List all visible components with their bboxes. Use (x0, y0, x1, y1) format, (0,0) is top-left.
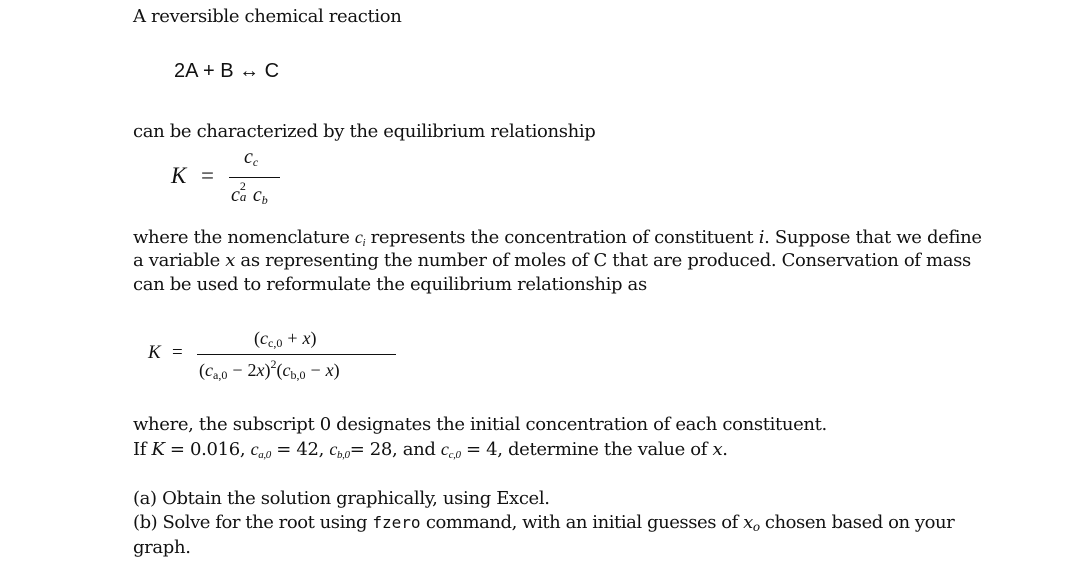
given-k: K (151, 439, 165, 460)
part-b-x-sub: o (752, 520, 760, 534)
where-line-1 (133, 225, 982, 250)
eq1-equals: = (201, 163, 214, 188)
eq2-fraction-bar (197, 354, 396, 355)
eq1-fraction-bar (229, 177, 280, 178)
given-k-val: = 0.016, (164, 439, 251, 460)
eq2-den-close2: ) (333, 360, 340, 380)
eq2-numerator (254, 328, 316, 349)
reaction-equation (174, 60, 279, 83)
eq1-k: K (171, 163, 187, 188)
reactant-a: A (185, 60, 198, 82)
where-l1-a: where the nomenclature (133, 227, 355, 248)
eq2-den-two: 2 (247, 360, 257, 380)
characterized-text: can be characterized by the equilibrium relationship (133, 121, 596, 142)
eq2-den-x1: x (256, 360, 265, 380)
where-line-2 (133, 249, 971, 273)
given-end: . (722, 439, 728, 460)
given-ca-val: = 42, (270, 439, 330, 460)
eq1-numerator (244, 146, 258, 169)
part-b-x: x (743, 512, 753, 533)
where-x: x (225, 250, 236, 271)
given-x: x (712, 439, 723, 460)
eq2-num-sub: c,0 (268, 336, 283, 350)
eq1-denominator (231, 179, 268, 207)
eq2-den-sub2: b,0 (290, 368, 306, 382)
fzero-command: fzero (372, 513, 421, 532)
intro-text: A reversible chemical reaction (133, 6, 402, 27)
part-a-text: (a) Obtain the solution graphically, using Excel. (133, 488, 550, 509)
where-l2-b: as representing the number of moles of C that are produced. Conservation of mass (235, 250, 971, 271)
given-cc-val: = 4, determine the value of (460, 439, 713, 460)
reactant-b: B (220, 60, 234, 82)
given-values (133, 437, 728, 462)
eq2-den-open1: ( (199, 360, 205, 380)
eq2-den-c1: c (205, 360, 213, 380)
eq2-den-x2: x (325, 360, 334, 380)
eq2-k: K (148, 342, 161, 363)
given-ca-sub: a,0 (258, 449, 271, 461)
eq1-den-var1: c (231, 184, 240, 206)
given-cb-sub: b,0 (336, 449, 350, 461)
given-cc: c (440, 439, 449, 459)
eq2-den-minus1: − (232, 360, 243, 380)
where-l2-a: a variable (133, 250, 226, 271)
subscript-text: where, the subscript 0 designates the initial concentration of each constituent. (133, 414, 827, 435)
given-cb-val: = 28, and (349, 439, 441, 460)
reversible-arrow: ↔ (239, 60, 260, 82)
reaction-coefficient: 2 (174, 60, 186, 82)
part-b-c: chosen based on your (759, 512, 955, 533)
eq2-den-sup: 2 (270, 357, 277, 371)
eq2-equals: = (172, 342, 183, 363)
given-cb: c (329, 439, 337, 459)
given-if: If (133, 439, 152, 460)
where-l1-c: . Suppose that we define (764, 227, 982, 248)
where-line-3: can be used to reformulate the equilibrium relationship as (133, 274, 647, 295)
eq2-num-close: ) (310, 328, 317, 348)
eq2-den-close1: ) (264, 360, 271, 380)
eq2-den-open2: ( (276, 360, 283, 380)
eq1-num-sub: c (252, 155, 259, 169)
given-cc-sub: c,0 (448, 449, 461, 461)
where-ci: c (354, 227, 363, 247)
part-b-line-1 (133, 511, 954, 535)
eq1-den-var2: c (252, 184, 262, 206)
eq1-num-var: c (244, 146, 253, 168)
where-l1-b: represents the concentration of constituent (365, 227, 759, 248)
part-b-b: command, with an initial guesses of (420, 512, 744, 533)
eq1-den-sub1: a (239, 189, 247, 204)
eq2-den-minus2: − (310, 360, 321, 380)
eq2-denominator (199, 357, 340, 382)
product-c: C (264, 60, 280, 82)
eq1-den-sup: 2 (239, 179, 246, 193)
eq2-num-open: ( (254, 328, 260, 348)
part-b-line-2: graph. (133, 537, 191, 558)
eq2-den-sub1: a,0 (213, 368, 228, 382)
plus-sign: + (202, 60, 215, 82)
where-ci-sub: i (362, 237, 366, 249)
eq2-den-c2: c (282, 360, 291, 380)
given-ca: c (250, 439, 259, 459)
eq1-den-sub2: b (261, 193, 268, 207)
eq2-num-c: c (260, 328, 268, 348)
where-i: i (758, 227, 765, 248)
eq2-num-x: x (302, 328, 311, 348)
part-b-a: (b) Solve for the root using (133, 512, 373, 533)
eq2-num-plus: + (287, 328, 298, 348)
